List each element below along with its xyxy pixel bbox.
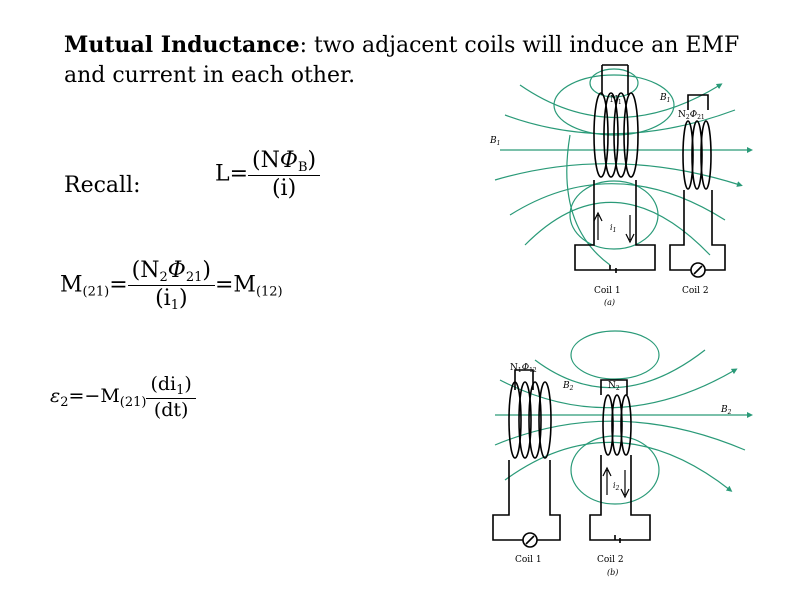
- label-b2-right-b: $B_2$: [721, 405, 732, 416]
- eq-emf-fraction: [146, 373, 195, 421]
- eq-m-fraction: [128, 258, 215, 313]
- label-coil1-b: Coil 1: [515, 555, 542, 565]
- emf-equation: $\varepsilon_2=-M_{(21)}$ $\frac{(di_1)}{(dt)}$: [50, 373, 196, 421]
- eq-m-denominator: $(i_1)$: [155, 286, 188, 313]
- eq-l-equals: =: [229, 161, 249, 187]
- title-rest: : two adjacent coils will induce an EMF and current in each other.: [64, 33, 740, 88]
- eq-emf-denominator: (dt): [153, 399, 189, 421]
- label-coil2-b: Coil 2: [597, 555, 624, 565]
- label-n1phi12-b: $N_1\Phi_{12}$: [510, 363, 537, 374]
- title-bold: Mutual Inductance: [64, 32, 300, 58]
- label-b1-left-a: $B_1$: [490, 136, 501, 147]
- label-n1-a: $N_1$: [610, 95, 622, 106]
- caption-b: (b): [607, 568, 619, 577]
- eq-emf-numerator: $(di_1)$: [146, 373, 195, 399]
- label-coil2-a: Coil 2: [682, 286, 709, 296]
- caption-a: (a): [604, 298, 616, 307]
- self-inductance-equation: [215, 148, 320, 201]
- recall-label: Recall:: [64, 173, 141, 198]
- label-n2-b: $N_2$: [608, 381, 620, 392]
- coil-diagram-a: [470, 55, 770, 315]
- eq-m-numerator: $(N_2\Phi_{21})$: [128, 258, 215, 286]
- eq-l-fraction: [248, 148, 320, 201]
- label-i1-a: $i_1$: [610, 223, 617, 234]
- mutual-inductance-equation: $M_{(21)}=$ $\frac{(N_2\Phi_{21})}{(i_1)}$ $=M_{(12)}$: [60, 258, 283, 313]
- coil-diagram-b: [475, 330, 775, 585]
- eq-l-numerator: $(N\Phi_B)$: [248, 148, 320, 176]
- current-arrows-b: [603, 468, 629, 497]
- coil-1-b: [493, 370, 560, 547]
- label-b1-top-a: $B_1$: [660, 93, 671, 104]
- label-coil1-a: Coil 1: [594, 286, 621, 296]
- label-b2-left-b: $B_2$: [563, 381, 574, 392]
- label-i2-b: $i_2$: [613, 481, 620, 492]
- eq-l-lhs: L: [215, 161, 230, 187]
- eq-l-denominator: (i): [271, 176, 297, 201]
- label-n2phi21-a: $N_2\Phi_{21}$: [678, 110, 705, 121]
